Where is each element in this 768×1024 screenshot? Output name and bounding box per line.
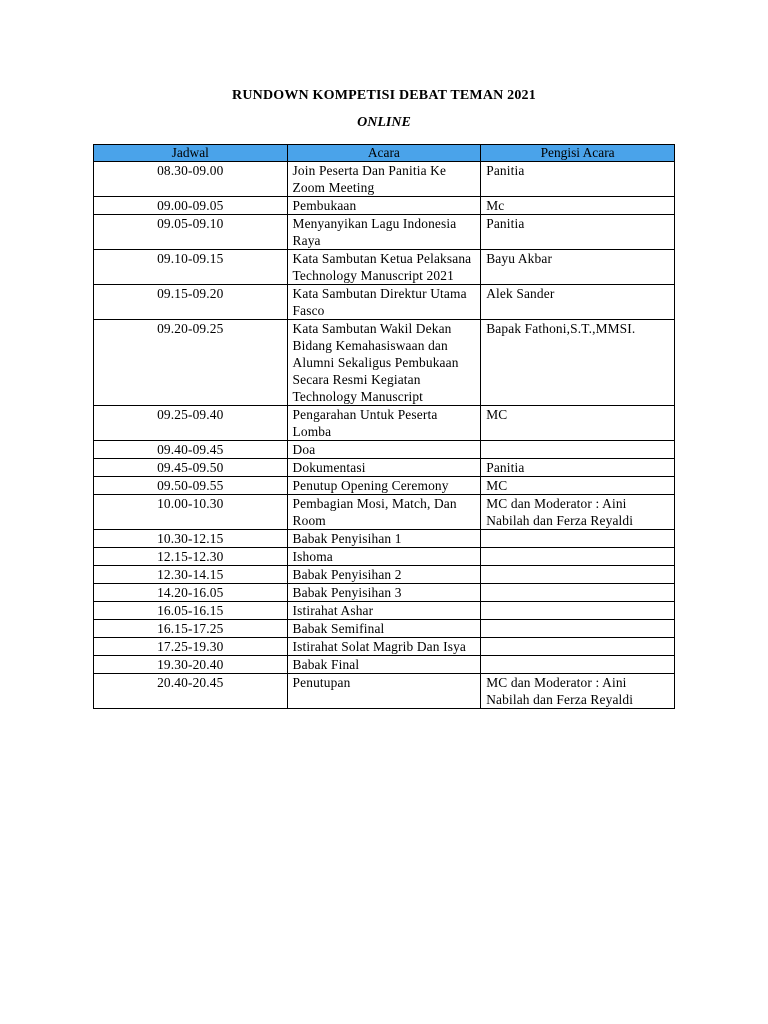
table-row [94,548,675,566]
table-body [94,162,675,709]
presenter-cell [481,656,675,674]
event-cell: Kata Sambutan Wakil Dekan Bidang Kemahasiswaan dan Alumni Sekaligus Pembukaan Secara Resmi Kegiatan Technology Manuscript [287,320,481,406]
table-row [94,285,675,320]
table-row [94,441,675,459]
presenter-cell [481,602,675,620]
table-header-row [94,145,675,162]
schedule-cell: 09.10-09.15 [94,250,288,285]
schedule-cell: 14.20-16.05 [94,584,288,602]
rundown-table [93,144,675,709]
event-cell: Kata Sambutan Ketua Pelaksana Technology Manuscript 2021 [287,250,481,285]
presenter-cell: Alek Sander [481,285,675,320]
schedule-cell: 09.25-09.40 [94,406,288,441]
event-cell: Babak Penyisihan 3 [287,584,481,602]
event-cell: Istirahat Solat Magrib Dan Isya [287,638,481,656]
schedule-cell: 10.30-12.15 [94,530,288,548]
schedule-cell: 12.30-14.15 [94,566,288,584]
presenter-cell [481,638,675,656]
presenter-cell: MC [481,477,675,495]
event-cell: Babak Semifinal [287,620,481,638]
table-row [94,620,675,638]
event-cell: Menyanyikan Lagu Indonesia Raya [287,215,481,250]
event-cell: Pembagian Mosi, Match, Dan Room [287,495,481,530]
presenter-cell [481,441,675,459]
table-row [94,584,675,602]
schedule-cell: 20.40-20.45 [94,674,288,709]
presenter-cell: MC dan Moderator : Aini Nabilah dan Ferza Reyaldi [481,495,675,530]
presenter-cell: Panitia [481,162,675,197]
document-subtitle: ONLINE [357,115,411,130]
table-row [94,566,675,584]
schedule-cell: 09.05-09.10 [94,215,288,250]
schedule-cell: 09.00-09.05 [94,197,288,215]
presenter-cell: MC dan Moderator : Aini Nabilah dan Ferza Reyaldi [481,674,675,709]
table-row [94,477,675,495]
event-cell: Penutupan [287,674,481,709]
event-cell: Babak Final [287,656,481,674]
document-title: RUNDOWN KOMPETISI DEBAT TEMAN 2021 [232,88,536,103]
event-cell: Pengarahan Untuk Peserta Lomba [287,406,481,441]
event-cell: Penutup Opening Ceremony [287,477,481,495]
presenter-cell: Bapak Fathoni,S.T.,MMSI. [481,320,675,406]
table-row [94,638,675,656]
table-row [94,656,675,674]
table-row [94,495,675,530]
presenter-cell: Panitia [481,215,675,250]
schedule-cell: 10.00-10.30 [94,495,288,530]
presenter-cell [481,620,675,638]
header-acara: Acara [287,145,481,162]
presenter-cell [481,548,675,566]
event-cell: Pembukaan [287,197,481,215]
table-row [94,530,675,548]
table-row [94,320,675,406]
table-row [94,162,675,197]
presenter-cell [481,566,675,584]
event-cell: Babak Penyisihan 2 [287,566,481,584]
event-cell: Ishoma [287,548,481,566]
presenter-cell: Panitia [481,459,675,477]
table-row [94,674,675,709]
table-row [94,250,675,285]
schedule-cell: 08.30-09.00 [94,162,288,197]
presenter-cell [481,584,675,602]
schedule-cell: 09.40-09.45 [94,441,288,459]
table-row [94,215,675,250]
schedule-cell: 19.30-20.40 [94,656,288,674]
presenter-cell: Mc [481,197,675,215]
table-row [94,406,675,441]
schedule-cell: 09.15-09.20 [94,285,288,320]
table-row [94,459,675,477]
presenter-cell: Bayu Akbar [481,250,675,285]
schedule-cell: 09.45-09.50 [94,459,288,477]
event-cell: Babak Penyisihan 1 [287,530,481,548]
schedule-cell: 16.05-16.15 [94,602,288,620]
schedule-cell: 09.50-09.55 [94,477,288,495]
schedule-cell: 16.15-17.25 [94,620,288,638]
presenter-cell [481,530,675,548]
presenter-cell: MC [481,406,675,441]
event-cell: Join Peserta Dan Panitia Ke Zoom Meeting [287,162,481,197]
table-row [94,197,675,215]
schedule-cell: 12.15-12.30 [94,548,288,566]
event-cell: Istirahat Ashar [287,602,481,620]
header-jadwal: Jadwal [94,145,288,162]
event-cell: Doa [287,441,481,459]
schedule-cell: 17.25-19.30 [94,638,288,656]
event-cell: Kata Sambutan Direktur Utama Fasco [287,285,481,320]
table-row [94,602,675,620]
event-cell: Dokumentasi [287,459,481,477]
header-pengisi-acara: Pengisi Acara [481,145,675,162]
schedule-cell: 09.20-09.25 [94,320,288,406]
